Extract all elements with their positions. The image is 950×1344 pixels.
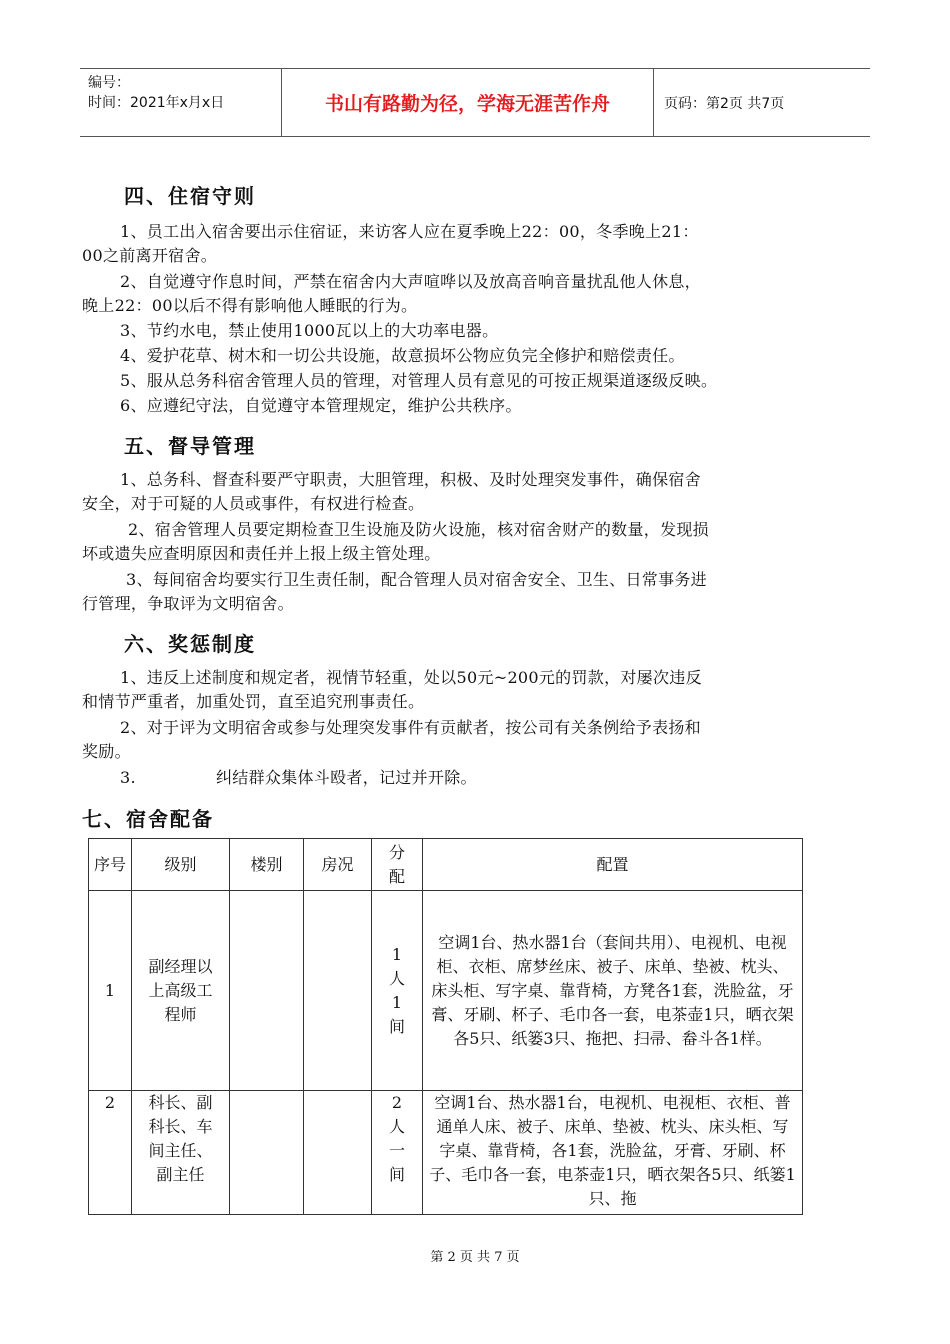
paragraph-line: 4、爱护花草、树木和一切公共设施，故意损坏公物应负完全修护和赔偿责任。	[120, 346, 685, 365]
paragraph-line: 2、宿舍管理人员要定期检查卫生设施及防火设施，核对宿舍财产的数量，发现损	[128, 520, 709, 539]
time-label: 时间：2021年x月x日	[88, 95, 225, 111]
cell-config: 空调1台、热水器1台（套间共用）、电视机、电视柜、衣柜、席梦丝床、被子、床单、垫被、枕头、床头柜、写字桌、靠背椅，方凳各1套，洗脸盆，牙膏、牙刷、杯子、毛巾各一套，电茶壶1只，晒衣架各5只、纸篓3只、拖把、扫帚、畚斗各1样。	[423, 891, 803, 1091]
cell-allocation: 1人1间	[372, 891, 423, 1091]
section-title-6: 六、奖惩制度	[124, 632, 256, 656]
paragraph-line: 纠结群众集体斗殴者，记过并开除。	[216, 768, 477, 787]
paragraph-line: 坏或遗失应查明原因和责任并上报上级主管处理。	[82, 544, 441, 563]
cell-allocation: 2人一间	[372, 1091, 423, 1215]
table-row	[89, 1091, 803, 1215]
list-number: 3.	[120, 768, 136, 787]
header-page-info: 页码：第2页 共7页	[664, 95, 785, 112]
paragraph-line: 和情节严重者，加重处罚，直至追究刑事责任。	[82, 692, 425, 711]
dorm-config-table	[88, 838, 803, 1215]
cell-no: 2	[89, 1091, 132, 1215]
paragraph-line: 1、员工出入宿舍要出示住宿证，来访客人应在夏季晚上22：00，冬季晚上21：	[120, 222, 699, 241]
section-title-7: 七、宿舍配备	[82, 807, 214, 831]
code-label: 编号：	[88, 75, 130, 91]
header-allocation: 分配	[372, 839, 423, 891]
section-title-4: 四、住宿守则	[124, 184, 256, 208]
cell-level: 副经理以上高级工程师	[132, 891, 230, 1091]
table-header-row	[89, 839, 803, 891]
cell-config: 空调1台、热水器1台，电视机、电视柜、衣柜、普通单人床、被子、床单、垫被、枕头、床头柜、写字桌、靠背椅，各1套，洗脸盆，牙膏、牙刷、杯子、毛巾各一套，电茶壶1只，晒衣架各5只、纸篓1只、拖	[423, 1091, 803, 1215]
header-room: 房况	[304, 839, 372, 891]
paragraph-line: 安全，对于可疑的人员或事件，有权进行检查。	[82, 494, 425, 513]
header-meta	[80, 69, 282, 136]
table-row	[89, 891, 803, 1091]
paragraph-line: 奖励。	[82, 742, 131, 761]
paragraph-line: 5、服从总务科宿舍管理人员的管理，对管理人员有意见的可按正规渠道逐级反映。	[120, 371, 718, 390]
page-header	[80, 68, 870, 137]
paragraph-line: 1、违反上述制度和规定者，视情节轻重，处以50元~200元的罚款，对屡次违反	[120, 668, 702, 687]
section-title-5: 五、督导管理	[124, 434, 256, 458]
cell-no: 1	[89, 891, 132, 1091]
cell-level: 科长、副科长、车间主任、副主任	[132, 1091, 230, 1215]
header-config: 配置	[423, 839, 803, 891]
paragraph-line: 晚上22：00以后不得有影响他人睡眠的行为。	[82, 296, 418, 315]
paragraph-line: 2、自觉遵守作息时间，严禁在宿舍内大声喧哗以及放高音响音量扰乱他人休息，	[120, 272, 701, 291]
header-level: 级别	[132, 839, 230, 891]
cell-building	[230, 1091, 304, 1215]
paragraph-line: 3、每间宿舍均要实行卫生责任制，配合管理人员对宿舍安全、卫生、日常事务进	[126, 570, 707, 589]
cell-room	[304, 1091, 372, 1215]
header-building: 楼别	[230, 839, 304, 891]
header-no: 序号	[89, 839, 132, 891]
cell-room	[304, 891, 372, 1091]
paragraph-line: 行管理，争取评为文明宿舍。	[82, 594, 294, 613]
header-motto: 书山有路勤为径，学海无涯苦作舟	[282, 69, 654, 136]
page-footer: 第 2 页 共 7 页	[430, 1250, 520, 1265]
paragraph-line: 2、对于评为文明宿舍或参与处理突发事件有贡献者，按公司有关条例给予表扬和	[120, 718, 701, 737]
cell-building	[230, 891, 304, 1091]
paragraph-line: 00之前离开宿舍。	[82, 246, 218, 265]
paragraph-line: 6、应遵纪守法，自觉遵守本管理规定，维护公共秩序。	[120, 396, 522, 415]
paragraph-line: 3、节约水电，禁止使用1000瓦以上的大功率电器。	[120, 321, 499, 340]
paragraph-line: 1、总务科、督查科要严守职责，大胆管理，积极、及时处理突发事件，确保宿舍	[120, 470, 701, 489]
